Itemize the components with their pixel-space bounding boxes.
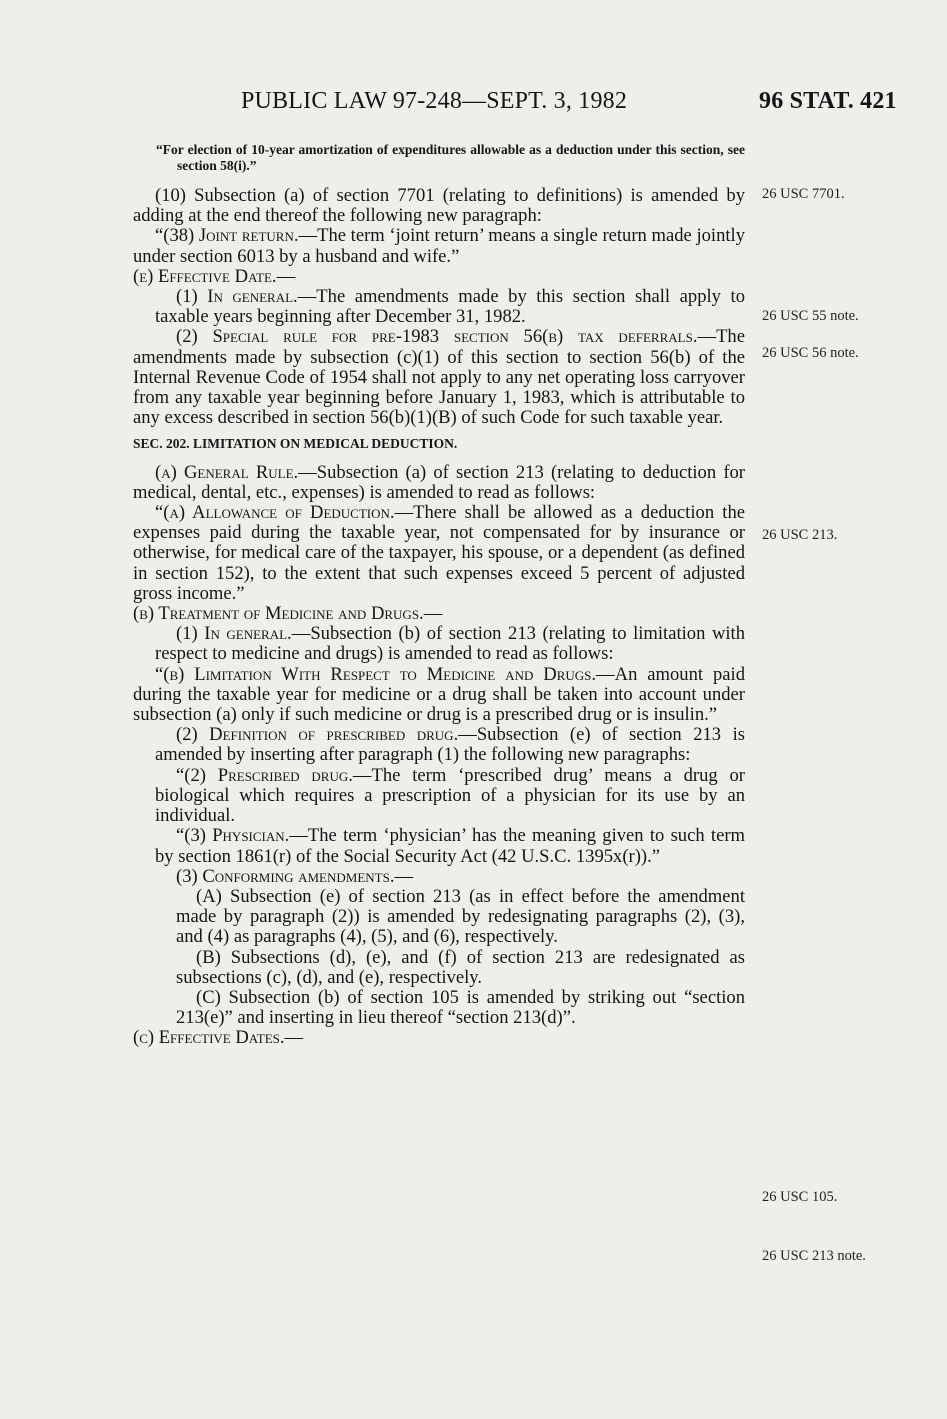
subsection-b-1: [133, 624, 745, 664]
section-202-heading: SEC. 202. LIMITATION ON MEDICAL DEDUCTION.: [133, 436, 458, 452]
running-header-page: 96 STAT. 421: [759, 88, 897, 114]
subsection-b-2-text: —Subsection (e) of section 213 is amended by inserting after paragraph (1) the following new paragraphs:: [155, 724, 745, 766]
quoted-subsection-a-text: —There shall be allowed as a deduction the expenses paid during the taxable year, not compensated for by insurance or otherwise, for medical care of the taxpayer, his spouse, or a dependent (as defined in section 152), to the extent that such expenses exceed 5 percent of adjusted gross income.”: [133, 502, 745, 604]
subsection-e-heading: (e) Effective Date.: [133, 265, 277, 287]
subsection-b-heading: (b) Treatment of Medicine and Drugs.: [133, 603, 424, 625]
paragraph-38: [133, 226, 745, 266]
quoted-paragraph-3: [133, 826, 745, 866]
subsection-e-2-text: —The amendments made by subsection (c)(1) of this section to section 56(b) of the Internal Revenue Code of 1954 shall not apply to any net operating loss carryover from any taxable year beginning before January 1, 1983, which is attributable to any excess described in section 56(b)(1)(B) of such Code for such taxable year.: [133, 326, 745, 429]
running-header-title: PUBLIC LAW 97-248—SEPT. 3, 1982: [241, 88, 628, 114]
quoted-subsection-b-text: —An amount paid during the taxable year for medicine or a drug shall be taken into account under subsection (a) only if such medicine or drug is a prescribed drug or is insulin.”: [133, 663, 746, 726]
subsection-e-2-heading: (2) Special rule for pre-1983 section 56(b) tax deferrals.: [176, 326, 698, 348]
subsection-a-text: —Subsection (a) of section 213 (relating to deduction for medical, dental, etc., expenses) is amended to read as follows:: [133, 461, 745, 503]
subsection-c-dash: —: [284, 1027, 304, 1049]
quoted-subsection-a-heading: “(a) Allowance of Deduction.: [155, 502, 395, 524]
subsection-b: [133, 604, 745, 624]
paragraph-10: (10) Subsection (a) of section 7701 (relating to definitions) is amended by adding at the end thereof the following new paragraph:: [133, 185, 745, 227]
margin-note-213: 26 USC 213.: [762, 527, 838, 543]
quoted-subsection-b-heading: “(b) Limitation With Respect to Medicine and Drugs.: [155, 663, 597, 685]
quoted-subsection-a: [133, 503, 745, 604]
paragraph-38-heading: “(38) Joint return.: [155, 225, 299, 247]
subsection-c-heading: (c) Effective Dates.: [133, 1027, 285, 1049]
margin-note-56: 26 USC 56 note.: [762, 345, 859, 361]
subsection-b-2: [133, 725, 745, 765]
quoted-paragraph-2: [133, 766, 745, 827]
quoted-paragraph-2-heading: “(2) Prescribed drug.: [176, 764, 353, 786]
quoted-subsection-b: [133, 665, 745, 726]
subsection-e-2: [133, 327, 745, 428]
paragraph-38-text: —The term ‘joint return’ means a single return made jointly under section 6013 by a husband and wife.”: [133, 225, 745, 267]
quoted-paragraph-3-text: —The term ‘physician’ has the meaning given to such term by section 1861(r) of the Social Security Act (42 U.S.C. 1395x(r)).”: [155, 825, 745, 867]
subsection-b-1-text: —Subsection (b) of section 213 (relating to limitation with respect to medicine and drugs) is amended to read as follows:: [155, 623, 745, 665]
subsection-e-1-text: —The amendments made by this section shall apply to taxable years beginning after December 31, 1982.: [155, 286, 745, 328]
margin-note-213-note: 26 USC 213 note.: [762, 1248, 866, 1264]
subsection-b-3-heading: (3) Conforming amendments.: [176, 865, 395, 887]
margin-note-105: 26 USC 105.: [762, 1189, 838, 1205]
quoted-paragraph-2-text: —The term ‘prescribed drug’ means a drug or biological which requires a prescription of a physician for its use by an individual.: [155, 764, 745, 827]
subsection-b-3: [133, 867, 745, 887]
subsection-e-dash: —: [276, 265, 296, 287]
subsection-c: [133, 1028, 745, 1048]
margin-note-55: 26 USC 55 note.: [762, 308, 859, 324]
subsection-a-heading: (a) General Rule.: [155, 461, 299, 483]
main-text-column: [133, 142, 745, 1049]
subsection-b-2-heading: (2) Definition of prescribed drug.: [176, 724, 459, 746]
conforming-amendment-a: (A) Subsection (e) of section 213 (as in effect before the amendment made by paragraph (2)) is amended by redesignating paragraphs (2), (3), and (4) as paragraphs (4), (5), and (6), respectively.: [176, 885, 745, 948]
conforming-amendment-b: (B) Subsections (d), (e), and (f) of section 213 are redesignated as subsections (c), (d), and (e), respectively.: [176, 946, 745, 988]
conforming-amendment-c: (C) Subsection (b) of section 105 is amended by striking out “section 213(e)” and inserting in lieu thereof “section 213(d)”.: [176, 986, 745, 1029]
subsection-e: [133, 267, 745, 287]
subsection-a: [133, 463, 745, 503]
subsection-e-1-heading: (1) In general.: [176, 286, 298, 308]
subsection-b-1-heading: (1) In general.: [176, 623, 292, 645]
subsection-b-dash: —: [423, 603, 443, 625]
quoted-paragraph-3-heading: “(3) Physician.: [176, 825, 290, 847]
subsection-e-1: [133, 287, 745, 327]
cross-reference-note: “For election of 10-year amortization of expenditures allowable as a deduction under this section, see section 58(i).”: [156, 142, 745, 173]
subsection-b-3-dash: —: [394, 865, 414, 887]
margin-note-7701: 26 USC 7701.: [762, 186, 845, 202]
